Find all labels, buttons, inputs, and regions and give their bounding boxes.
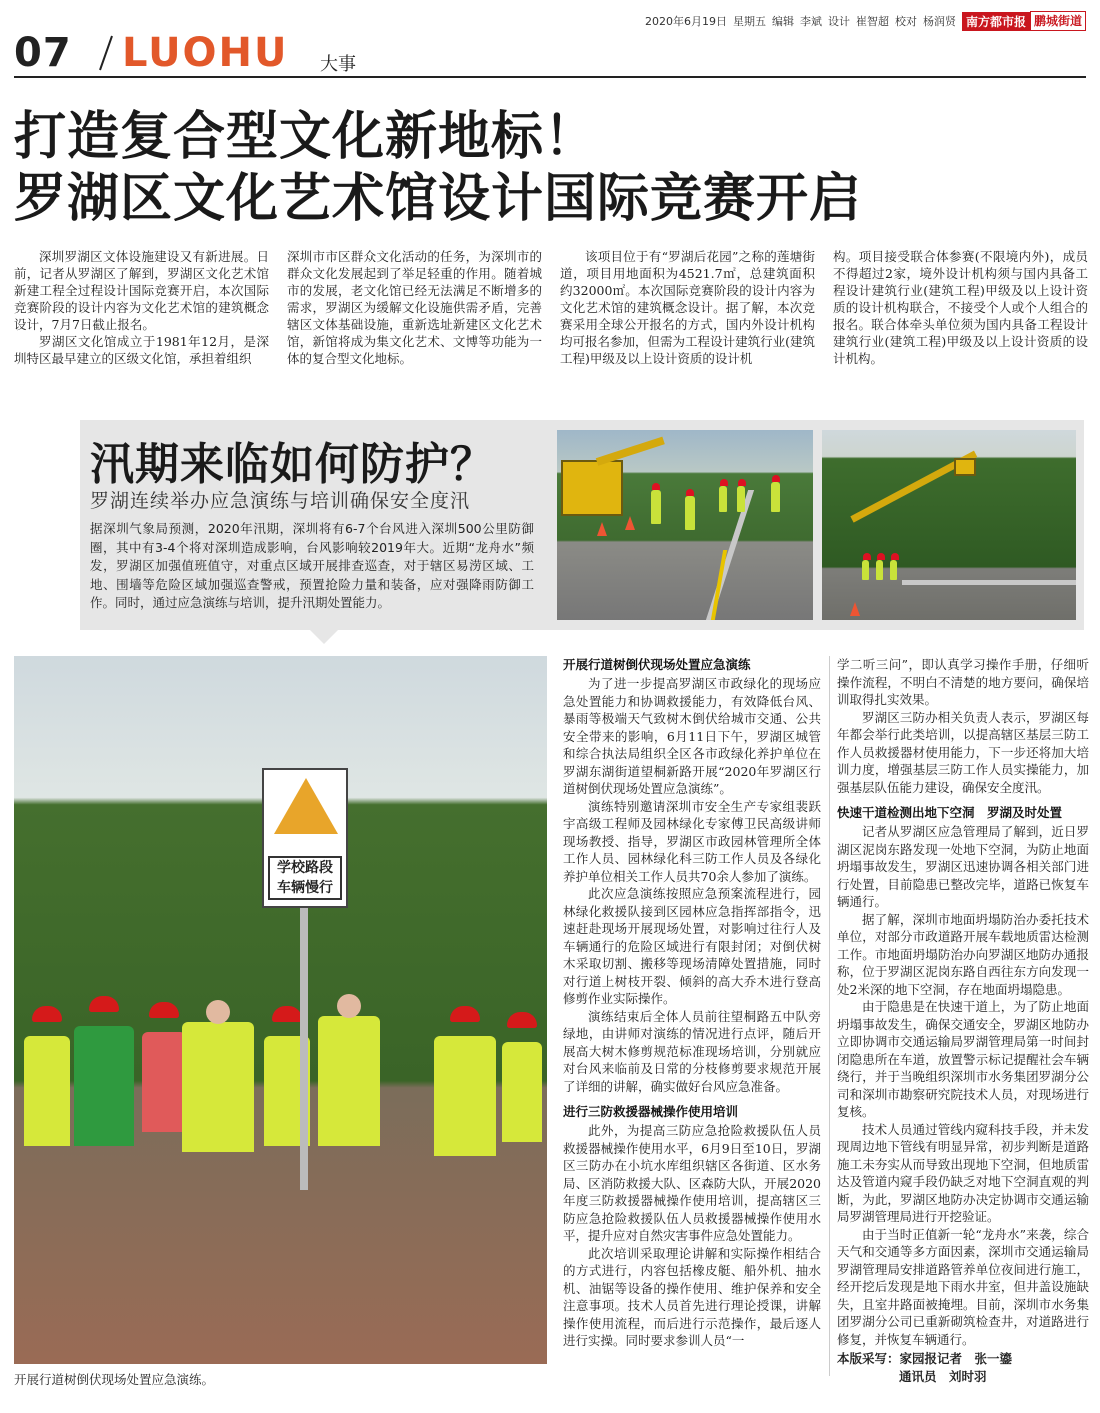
crane-truck (561, 460, 623, 516)
road-marking (711, 550, 727, 620)
headline-line-1: 打造复合型文化新地标！ (14, 107, 598, 167)
school-zone-sign (262, 768, 348, 908)
designer-name: 崔智超 (855, 15, 889, 28)
worker-figure (737, 486, 745, 512)
issue-date: 2020年6月19日 (644, 15, 727, 28)
worker-figure (771, 482, 780, 512)
feature-pointer (310, 630, 338, 644)
feature-intro: 据深圳气象局预测，2020年汛期，深圳将有6-7个台风进入深圳500公里防御圈，其中有3-4个将对深圳造成影响，台风影响较2019年大。近期“龙舟水”频发，罗湖区加强值班值守，对重点区域开展排查巡查，对于辖区易涝区域、工地、围墙等危险区域加强巡查警戒，预置抢险力量和装备，应对强降雨防御工作。同时，通过应急演练与培训，提升汛期处置能力。 (90, 521, 534, 610)
design-label: 设计 (827, 15, 850, 28)
lead-column-4 (833, 248, 1088, 367)
article-paragraph: 学二听三问”，即认真学习操作手册，仔细听操作流程，不明白不清楚的地方要问，确保培训取得扎实效果。 (837, 657, 1089, 707)
traffic-cone (625, 516, 635, 530)
proofreader-name: 杨润贤 (922, 15, 956, 28)
lead-column-3 (560, 248, 815, 367)
column-divider (829, 656, 830, 1376)
article-paragraph: 演练结束后全体人员前往望桐路五中队旁绿地，由讲师对演练的情况进行点评，随后开展高大树木修剪规范标准现场培训，分别就应对台风来临前及日常的分枝修剪要求规范开展了详细的讲解，确实做好台风应急准备。 (563, 1008, 821, 1094)
issue-weekday: 星期五 (732, 15, 766, 28)
lead-paragraph: 该项目位于有“罗湖后花园”之称的莲塘街道，项目用地面积为4521.7㎡，总建筑面积约32000㎡。本次国际竞赛阶段的设计内容为文化艺术馆的建筑概念设计。据了解，本次竞赛采用全球公开报名的方式，国内外设计机构均可报名参加，但需为工程设计建筑行业(建筑工程)甲级及以上设计资质的设计机 (560, 249, 815, 366)
article-paragraph: 演练特别邀请深圳市安全生产专家组裴跃宇高级工程师及园林绿化专家傅卫民高级讲师现场教授、指导，罗湖区市政园林管理所全体工作人员、园林绿化科三防工作人员及各绿化养护单位相关工作人员共70余人参加了演练。 (563, 798, 821, 884)
sub-brand-logo-text: 鹏城街道 (1030, 11, 1086, 31)
article-column-right (837, 656, 1089, 1386)
participant-figure (182, 1022, 254, 1152)
traffic-cone (850, 602, 860, 616)
article-paragraph: 由于隐患是在快速干道上，为了防止地面坍塌事故发生，确保交通安全，罗湖区地防办立即协调市交通运输局罗湖管理局第一时间封闭隐患所在车道，放置警示标记提醒社会车辆绕行，并于当晚组织深圳市水务集团罗湖分公司和深圳市勘察研究院技术人员，对现场进行复核。 (837, 999, 1089, 1119)
sign-text (268, 856, 342, 900)
byline (837, 1350, 1089, 1386)
page-header (14, 30, 1086, 78)
proof-label: 校对 (894, 15, 917, 28)
article-paragraph: 记者从罗湖区应急管理局了解到，近日罗湖区泥岗东路发现一处地下空洞，为防止地面坍塌事故发生，罗湖区迅速协调各相关部门进行处置，目前隐患已整改完毕，道路已恢复车辆通行。 (837, 824, 1089, 909)
subheading-equipment-training: 进行三防救援器械操作使用培训 (563, 1104, 739, 1119)
headline-line-2: 罗湖区文化艺术馆设计国际竞赛开启 (14, 169, 863, 229)
participant-figure (24, 1036, 70, 1146)
lead-paragraph: 罗湖区文化馆成立于1981年12月，是深圳特区最早建立的区级文化馆，承担着组织 (14, 334, 269, 366)
lead-paragraph: 深圳市市区群众文化活动的任务，为深圳市的群众文化发展起到了举足轻重的作用。随着城市的发展，老文化馆已经无法满足不断增多的需求，罗湖区为缓解文化设施供需矛盾，完善辖区文体基础设施，重新选址新建区文化艺术馆，新馆将成为集文化艺术、文博等功能为一体的复合型文化地标。 (287, 249, 542, 366)
worker-figure (651, 490, 661, 524)
photo-caption: 开展行道树倒伏现场处置应急演练。 (14, 1372, 215, 1387)
lead-paragraph: 深圳罗湖区文体设施建设又有新进展。日前，记者从罗湖区了解到，罗湖区文化艺术馆新建工程全过程设计国际竞赛开启，本次国际竞赛阶段的设计内容为文化艺术馆的建筑概念设计，7月7日截止报名。 (14, 249, 269, 332)
byline-correspondent: 通讯员 刘时羽 (899, 1369, 987, 1384)
byline-label: 本版采写： (837, 1351, 900, 1366)
participant-figure (434, 1036, 496, 1156)
feature-title: 汛期来临如何防护？ (90, 439, 495, 490)
article-paragraph: 由于当时正值新一轮“龙舟水”来袭，综合天气和交通等多方面因素，深圳市交通运输局罗湖管理局安排道路管养单位夜间进行施工，经开挖后发现是地下雨水井室，但井盖设施缺失，且室井路面被掩埋。目前，深圳市水务集团罗湖分公司已重新砌筑检查井，对道路进行修复，并恢复车辆通行。 (837, 1226, 1089, 1347)
participant-figure (318, 1016, 380, 1146)
section-name-en: LUOHU (122, 30, 289, 76)
article-column-middle (563, 656, 821, 1350)
warning-triangle-icon (274, 778, 338, 834)
lead-column-2 (287, 248, 542, 367)
crane-boom (596, 437, 665, 466)
photo-emergency-drill-road (557, 430, 813, 620)
article-paragraph: 据了解，深圳市地面坍塌防治办委托技术单位，对部分市政道路开展车载地质雷达检测工作。市地面坍塌防治办向罗湖区地防办通报称，位于罗湖区泥岗东路自西往东方向发现一处2米深的地下空洞，存在地面坍塌隐患。 (837, 911, 1089, 997)
article-paragraph: 此次应急演练按照应急预案流程进行，园林绿化救援队接到区园林应急指挥部指令，迅速赶赴现场开展现场处置，对影响过往行人及车辆通行的危险区域进行有限封闭；对倒伏树木采取切割、搬移等现场清障处置措施，同时对行道上树枝开裂、倾斜的高大乔木进行登高修剪作业实际操作。 (563, 886, 821, 1006)
lift-bucket (954, 458, 976, 476)
editor-name: 李斌 (799, 15, 822, 28)
feature-subtitle: 罗湖连续举办应急演练与培训确保安全度汛 (90, 490, 471, 512)
participant-figure (142, 1032, 186, 1132)
photo-drill-briefing (14, 656, 547, 1364)
traffic-cone (597, 522, 607, 536)
article-paragraph: 罗湖区三防办相关负责人表示，罗湖区每年都会举行此类培训，以提高辖区基层三防工作人员救援器材使用能力，下一步还将加大培训力度，增强基层三防工作人员实操能力，加强基层队伍能力建设，确保安全度汛。 (837, 709, 1089, 795)
participant-figure (502, 1042, 542, 1142)
newspaper-logo (962, 11, 1086, 31)
page-number: 07 (14, 30, 72, 76)
lead-paragraph: 构。项目接受联合体参赛(不限境内外)，成员不得超过2家，境外设计机构须与国内具备工程设计建筑行业(建筑工程)甲级及以上设计资质的设计机构联合，不接受个人或个人组合的报名。联合体牵头单位须为国内具备工程设计建筑行业(建筑工程)甲级及以上设计资质的设计机构。 (833, 249, 1088, 366)
participant-figure (74, 1026, 134, 1146)
section-name-cn: 大事 (320, 54, 356, 75)
subheading-underground-cavity: 快速干道检测出地下空洞 罗湖及时处置 (837, 805, 1063, 820)
worker-figure (890, 560, 897, 580)
brand-logo-text: 南方都市报 (962, 12, 1030, 31)
guard-rail (902, 580, 1076, 585)
photo-tree-trimming-lift (822, 430, 1076, 620)
article-paragraph: 此次培训采取理论讲解和实际操作相结合的方式进行，内容包括橡皮艇、船外机、抽水机、油锯等设备的操作使用、维护保养和安全注意事项。技术人员首先进行理论授课，讲解操作使用流程，而后进行示范操作，最后逐人进行实操。同时要求参训人员“一 (563, 1245, 821, 1348)
article-paragraph: 技术人员通过管线内窥科技手段，并未发现周边地下管线有明显异常，初步判断是道路施工未夯实从而导致出现地下空洞，但地质雷达及管道内窥手段仍缺乏对地下空洞直观的判断，为此，罗湖区地防办决定协调市交通运输局罗湖管理局进行开挖验证。 (837, 1121, 1089, 1224)
worker-figure (719, 486, 727, 512)
sign-line-1: 学校路段 (277, 860, 333, 876)
lead-article (14, 248, 1088, 367)
worker-figure (685, 496, 695, 530)
subheading-tree-drill: 开展行道树倒伏现场处置应急演练 (563, 657, 751, 672)
main-headline (14, 106, 1094, 230)
article-paragraph: 为了进一步提高罗湖区市政绿化的现场应急处置能力和协调救援能力，有效降低台风、暴雨等极端天气致树木倒伏给城市交通、公共安全带来的影响，6月11日下午，罗湖区城管和综合执法局组织全区各市政绿化养护单位在罗湖东湖街道望桐新路开展“2020年罗湖区行道树倒伏现场处置应急演练”。 (563, 676, 821, 796)
article-paragraph: 此外，为提高三防应急抢险救援队伍人员救援器械操作使用水平，6月9日至10日，罗湖区三防办在小坑水库组织辖区各街道、区水务局、区消防救援大队、区森防大队，开展2020年度三防救援器械操作使用培训，提高辖区三防应急抢险救援队伍人员救援器械操作使用水平，提升应对自然灾害事件应急处置能力。 (563, 1123, 821, 1243)
byline-reporter: 家园报记者 张一鎏 (899, 1351, 1013, 1366)
worker-figure (876, 560, 883, 580)
sign-line-2: 车辆慢行 (277, 880, 333, 896)
worker-figure (862, 560, 869, 580)
slash-divider-icon (96, 34, 116, 72)
masthead-meta (645, 10, 1086, 32)
lead-column-1 (14, 248, 269, 367)
editor-label: 编辑 (771, 15, 794, 28)
